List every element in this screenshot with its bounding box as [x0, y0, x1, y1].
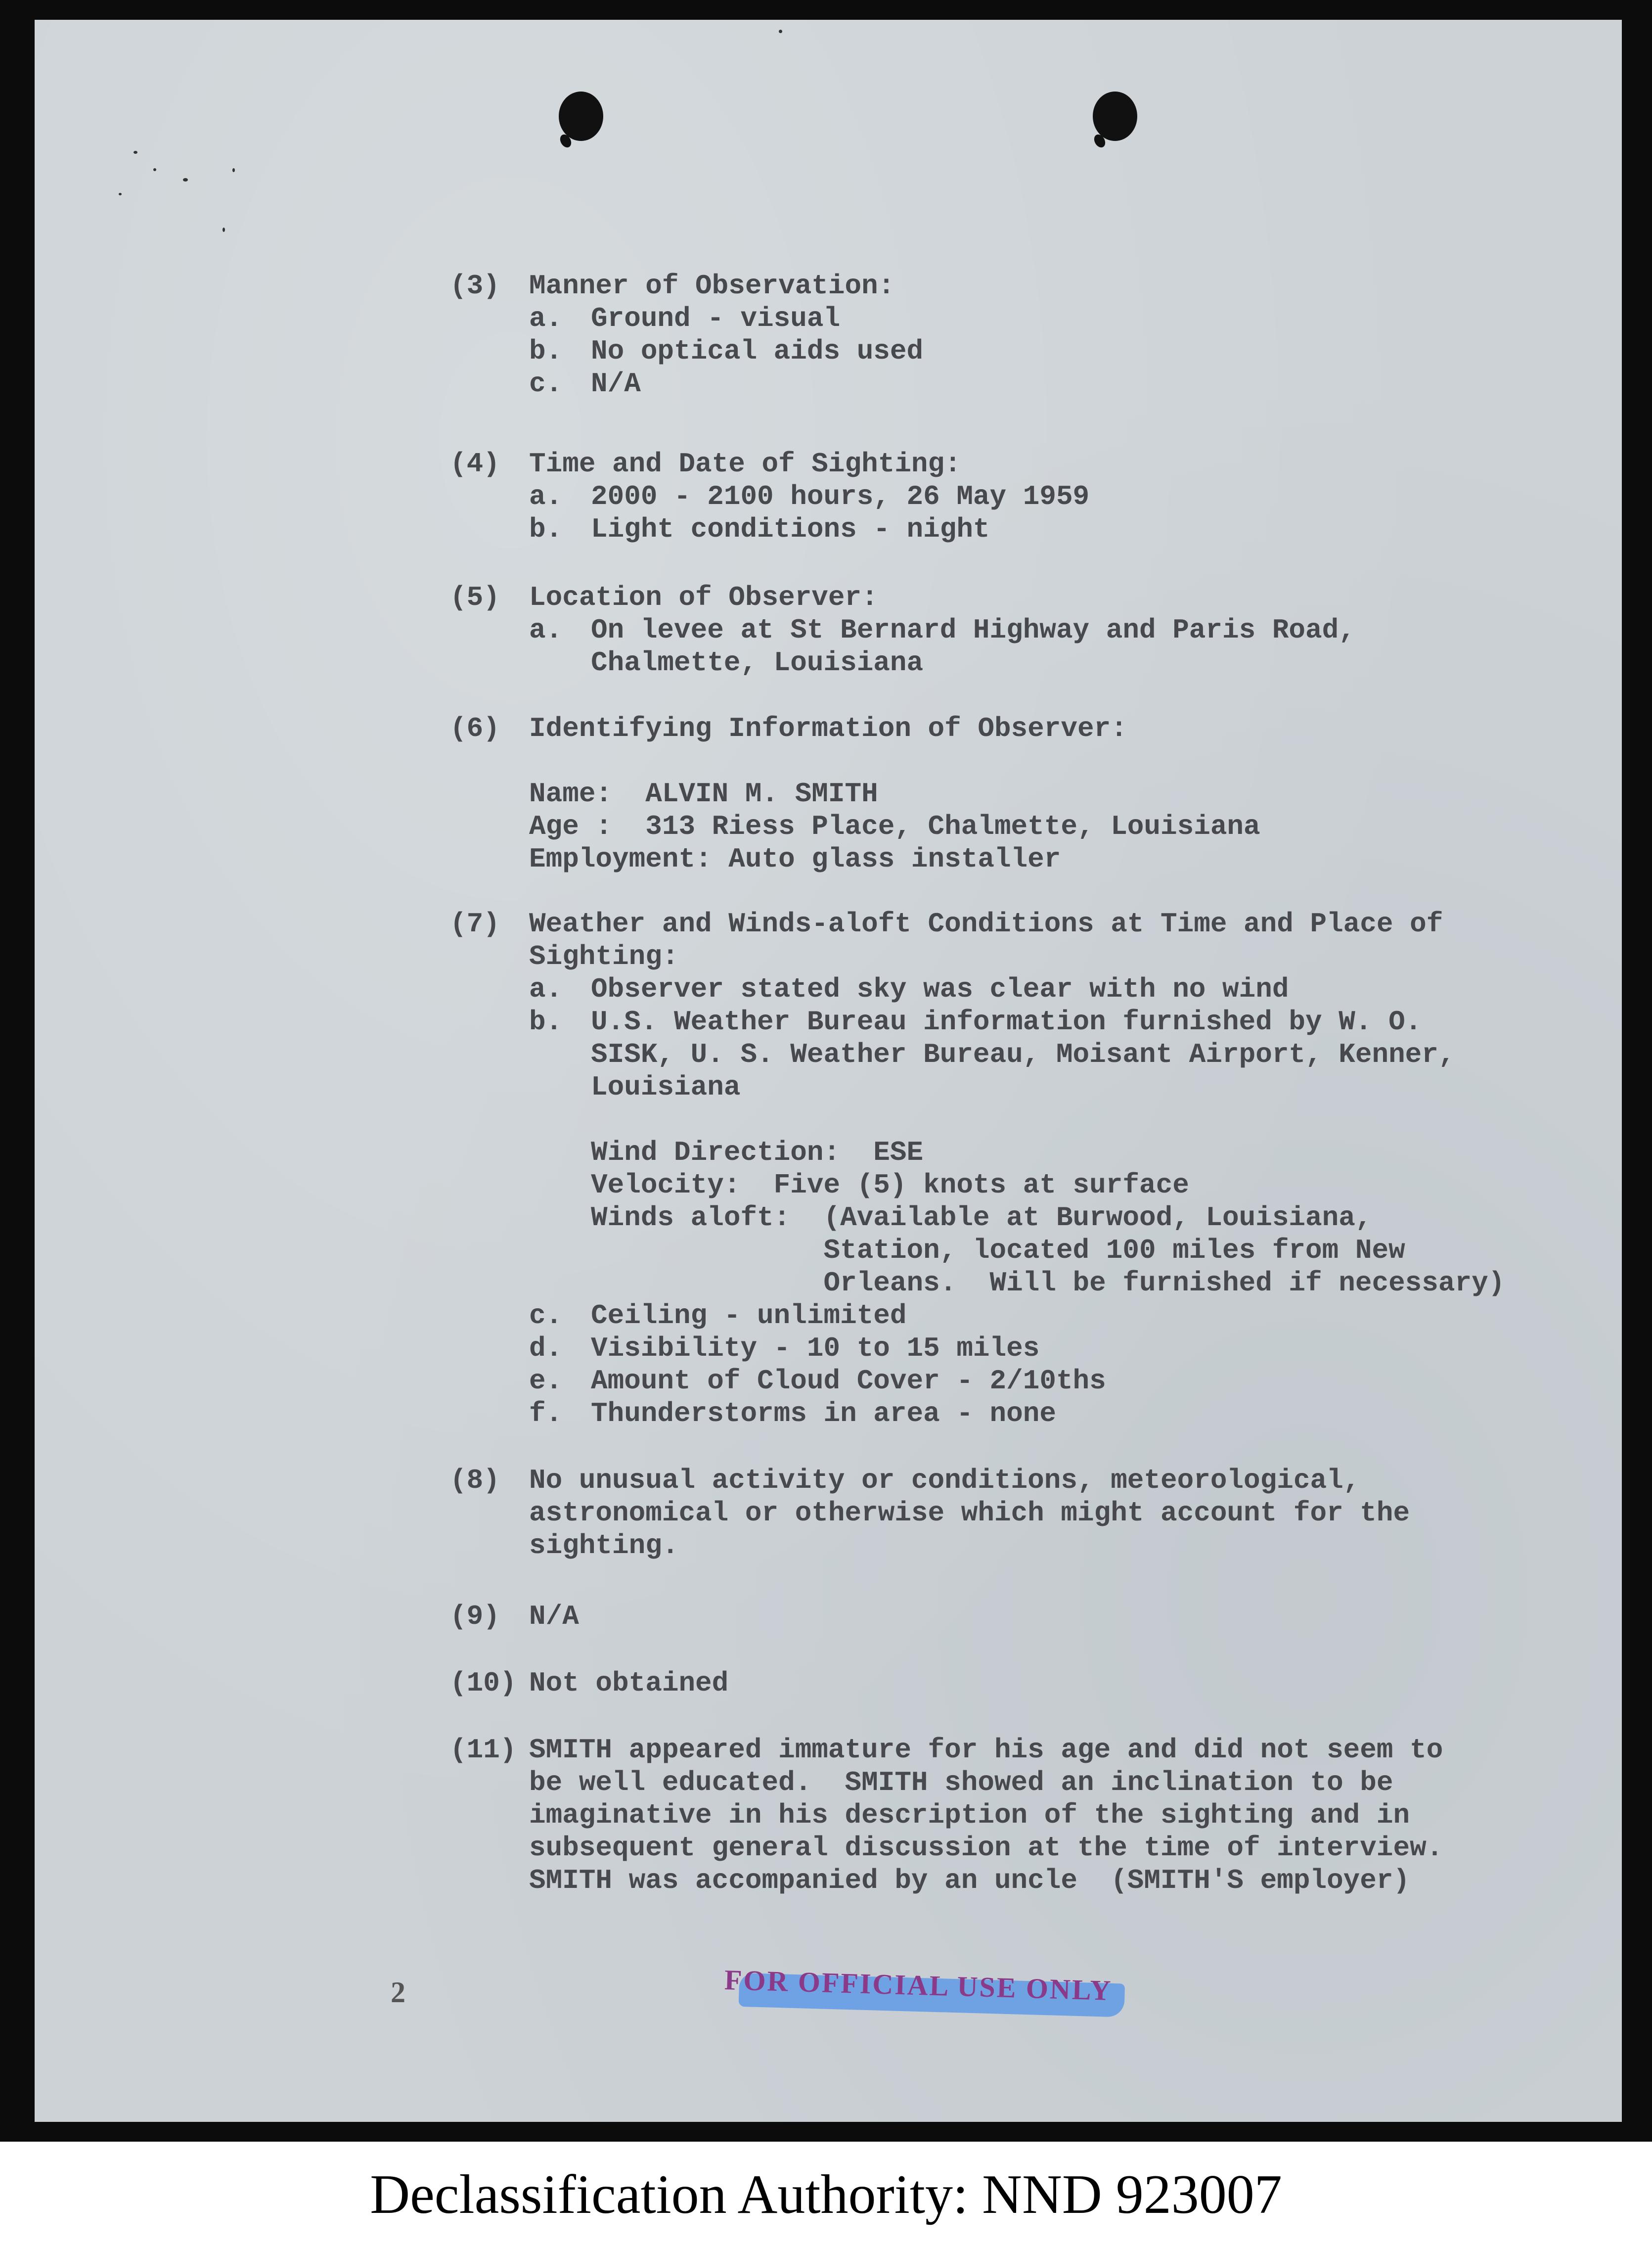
- section-number: (4): [450, 448, 500, 480]
- winds-aloft-continuation: Orleans. Will be furnished if necessary): [591, 1267, 1505, 1299]
- paragraph-line: SMITH appeared immature for his age and did not seem to: [529, 1734, 1443, 1766]
- section-heading-continuation: Sighting:: [529, 941, 679, 972]
- page-number: 2: [391, 1976, 405, 2009]
- document-page: [35, 20, 1622, 2122]
- list-item: a. Observer stated sky was clear with no wind: [529, 973, 1289, 1005]
- list-item: a. 2000 - 2100 hours, 26 May 1959: [529, 481, 1090, 512]
- section-number: (9): [450, 1601, 500, 1632]
- section-heading: Manner of Observation:: [529, 270, 895, 302]
- list-item: a. On levee at St Bernard Highway and Paris Road,: [529, 614, 1355, 646]
- section-number: (10): [450, 1667, 517, 1699]
- paragraph-line: imaginative in his description of the sighting and in: [529, 1799, 1410, 1831]
- list-item-continuation: SISK, U. S. Weather Bureau, Moisant Airport, Kenner,: [591, 1039, 1455, 1070]
- section-number: (8): [450, 1465, 500, 1496]
- paragraph-line: subsequent general discussion at the time of interview.: [529, 1832, 1443, 1864]
- declassification-caption: Declassification Authority: NND 923007: [370, 2164, 1282, 2225]
- wind-direction: Wind Direction: ESE: [591, 1137, 924, 1168]
- section-heading: Time and Date of Sighting:: [529, 448, 961, 480]
- section-number: (11): [450, 1734, 517, 1766]
- list-item: a. Ground - visual: [529, 303, 841, 334]
- list-item: b. U.S. Weather Bureau information furnished by W. O.: [529, 1006, 1422, 1038]
- paragraph-line: Not obtained: [529, 1667, 729, 1699]
- typed-report: [35, 20, 1622, 2122]
- observer-name: Name: ALVIN M. SMITH: [529, 778, 878, 810]
- section-number: (5): [450, 582, 500, 613]
- observer-employment: Employment: Auto glass installer: [529, 843, 1061, 875]
- list-item: d. Visibility - 10 to 15 miles: [529, 1332, 1040, 1364]
- paragraph-line: astronomical or otherwise which might account for the: [529, 1497, 1410, 1529]
- paragraph-line: be well educated. SMITH showed an inclination to be: [529, 1767, 1393, 1798]
- list-item: c. N/A: [529, 368, 641, 400]
- list-item: b. No optical aids used: [529, 335, 924, 367]
- section-number: (6): [450, 713, 500, 744]
- observer-age: Age : 313 Riess Place, Chalmette, Louisiana: [529, 811, 1260, 842]
- section-heading: Location of Observer:: [529, 582, 878, 613]
- winds-aloft-continuation: Station, located 100 miles from New: [591, 1235, 1405, 1266]
- section-heading: Weather and Winds-aloft Conditions at Time and Place of: [529, 908, 1443, 940]
- section-heading: Identifying Information of Observer:: [529, 713, 1127, 744]
- list-item-continuation: Louisiana: [591, 1071, 741, 1103]
- official-use-stamp: [724, 1964, 1113, 2009]
- paragraph-line: N/A: [529, 1601, 579, 1632]
- paragraph-line: sighting.: [529, 1530, 679, 1561]
- section-number: (7): [450, 908, 500, 940]
- list-item: c. Ceiling - unlimited: [529, 1300, 907, 1331]
- wind-velocity: Velocity: Five (5) knots at surface: [591, 1169, 1189, 1201]
- list-item: f. Thunderstorms in area - none: [529, 1398, 1056, 1429]
- list-item: e. Amount of Cloud Cover - 2/10ths: [529, 1365, 1106, 1397]
- winds-aloft: Winds aloft: (Available at Burwood, Louisiana,: [591, 1202, 1372, 1234]
- list-item: b. Light conditions - night: [529, 513, 990, 545]
- section-number: (3): [450, 270, 500, 302]
- list-item-continuation: Chalmette, Louisiana: [591, 647, 924, 679]
- paragraph-line: No unusual activity or conditions, meteorological,: [529, 1465, 1360, 1496]
- stamp-text: FOR OFFICIAL USE ONLY: [724, 1964, 1113, 2007]
- paragraph-line: SMITH was accompanied by an uncle (SMITH'S employer): [529, 1865, 1410, 1896]
